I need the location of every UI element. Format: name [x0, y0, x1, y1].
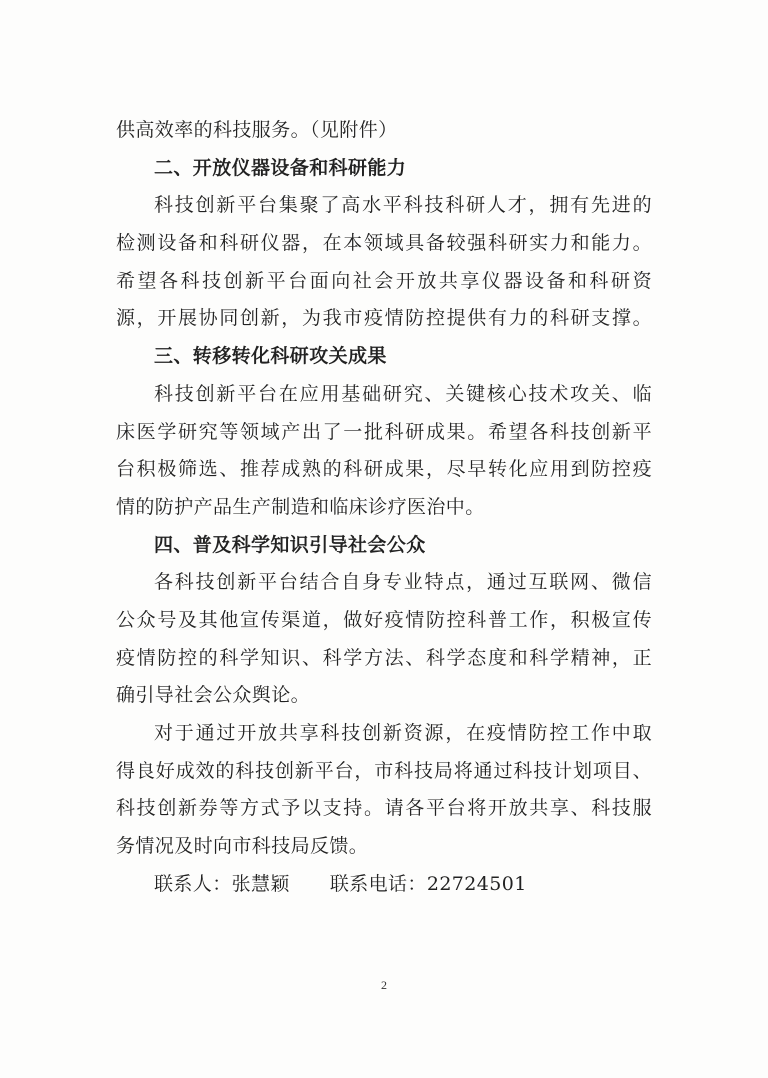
- paragraph-line: 科技创新平台集聚了高水平科技科研人才，拥有先进的: [154, 194, 652, 217]
- paragraph-line: 得良好成效的科技创新平台，市科技局将通过科技计划项目、: [116, 759, 652, 782]
- contact-person-label: 联系人：: [154, 872, 232, 895]
- paragraph-line: 台积极筛选、推荐成熟的科研成果，尽早转化应用到防控疫: [116, 458, 652, 481]
- paragraph-line: 疫情防控的科学知识、科学方法、科学态度和科学精神，正: [116, 646, 652, 669]
- paragraph-line: 科技创新券等方式予以支持。请各平台将开放共享、科技服: [116, 797, 652, 820]
- paragraph-line: 情的防护产品生产制造和临床诊疗医治中。: [116, 495, 485, 518]
- paragraph-line: 源，开展协同创新，为我市疫情防控提供有力的科研支撑。: [116, 307, 652, 330]
- paragraph-line: 务情况及时向市科技局反馈。: [116, 835, 369, 858]
- paragraph-line: 希望各科技创新平台面向社会开放共享仪器设备和科研资: [116, 269, 652, 292]
- section-heading-open-instruments: 二、开放仪器设备和科研能力: [154, 156, 407, 179]
- paragraph-line: 公众号及其他宣传渠道，做好疫情防控科普工作，积极宣传: [116, 608, 652, 631]
- section-heading-science-popularization: 四、普及科学知识引导社会公众: [154, 533, 426, 556]
- paragraph-line: 科技创新平台在应用基础研究、关键核心技术攻关、临: [154, 382, 652, 405]
- paragraph-line: 确引导社会公众舆论。: [116, 684, 311, 707]
- paragraph-line: 各科技创新平台结合自身专业特点，通过互联网、微信: [154, 571, 652, 594]
- section-heading-transfer-results: 三、转移转化科研攻关成果: [154, 345, 387, 368]
- page-number: 2: [381, 978, 387, 992]
- paragraph-line: 床医学研究等领域产出了一批科研成果。希望各科技创新平: [116, 420, 652, 443]
- paragraph-line: 检测设备和科研仪器，在本领域具备较强科研实力和能力。: [116, 232, 652, 255]
- contact-phone-label: 联系电话：: [329, 872, 427, 895]
- document-body: [116, 112, 652, 903]
- paragraph-line: 对于通过开放共享科技创新资源，在疫情防控工作中取: [154, 722, 652, 744]
- contact-line: [116, 866, 652, 904]
- contact-phone-number: 22724501: [426, 872, 527, 895]
- contact-person-name: 张慧颖: [231, 872, 290, 895]
- body-line: 供高效率的科技服务。（见附件）: [116, 119, 398, 141]
